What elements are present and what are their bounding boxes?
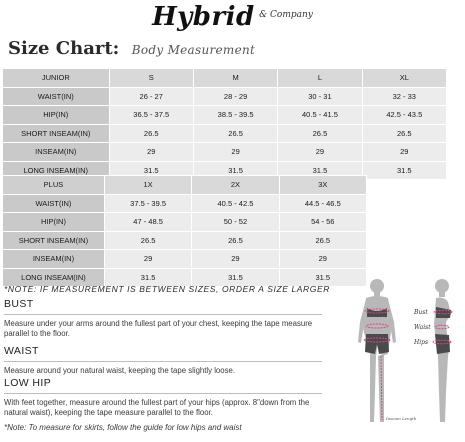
hips-label: Hips bbox=[414, 339, 429, 346]
skirt-note: *Note: To measure for skirts, follow the guide for low hips and waist bbox=[4, 423, 242, 432]
table-cell: 26.5 bbox=[104, 231, 191, 250]
hip-title: LOW HIP bbox=[4, 377, 52, 389]
table-header-cell: JUNIOR bbox=[3, 69, 110, 88]
row-label: LONG INSEAM(IN) bbox=[3, 268, 105, 287]
table-cell: 26.5 bbox=[193, 124, 277, 143]
junior-size-table bbox=[2, 68, 447, 180]
table-cell: 37.5 - 39.5 bbox=[104, 194, 191, 213]
page-subtitle: Body Measurement bbox=[131, 43, 256, 57]
table-cell: 40.5 - 41.5 bbox=[278, 106, 362, 125]
table-header-cell: 2X bbox=[192, 176, 279, 195]
table-cell: 26.5 bbox=[279, 231, 366, 250]
table-row bbox=[3, 106, 447, 125]
body-measurement-figure bbox=[330, 272, 465, 437]
table-header-cell: M bbox=[193, 69, 277, 88]
table-cell: 42.5 - 43.5 bbox=[362, 106, 446, 125]
row-label: SHORT INSEAM(IN) bbox=[3, 231, 105, 250]
row-label: INSEAM(IN) bbox=[3, 250, 105, 269]
table-row bbox=[3, 143, 447, 162]
table-cell: 31.5 bbox=[279, 268, 366, 287]
size-note: *NOTE: IF MEASUREMENT IS BETWEEN SIZES, ORDER A SIZE LARGER bbox=[4, 284, 331, 294]
table-row bbox=[3, 213, 367, 232]
table-cell: 31.5 bbox=[278, 161, 362, 180]
table-cell: 26.5 bbox=[362, 124, 446, 143]
waist-title: WAIST bbox=[4, 345, 39, 357]
table-row bbox=[3, 250, 367, 269]
bust-label: Bust bbox=[414, 309, 428, 316]
hip-instructions: With feet together, measure around the fullest part of your hips (approx. 8"down from the natural waist), keeping the tape measure parallel to the floor. bbox=[4, 398, 310, 417]
row-label: LONG INSEAM(IN) bbox=[3, 161, 110, 180]
table-row bbox=[3, 231, 367, 250]
bust-guide bbox=[4, 298, 324, 339]
row-label: INSEAM(IN) bbox=[3, 143, 110, 162]
row-label: WAIST(IN) bbox=[3, 194, 105, 213]
brand-suffix: & Company bbox=[259, 10, 313, 20]
table-cell: 29 bbox=[362, 143, 446, 162]
table-cell: 44.5 - 46.5 bbox=[279, 194, 366, 213]
table-cell: 29 bbox=[104, 250, 191, 269]
bust-instructions: Measure under your arms around the fullest part of your chest, keeping the tape measure parallel to the floor. bbox=[4, 319, 313, 338]
table-cell: 26.5 bbox=[109, 124, 193, 143]
table-cell: 36.5 - 37.5 bbox=[109, 106, 193, 125]
divider bbox=[4, 314, 322, 315]
table-cell: 28 - 29 bbox=[193, 87, 277, 106]
table-header-cell: 1X bbox=[104, 176, 191, 195]
page-heading bbox=[8, 38, 255, 62]
table-cell: 26.5 bbox=[278, 124, 362, 143]
table-cell: 29 bbox=[193, 143, 277, 162]
table-cell: 31.5 bbox=[362, 161, 446, 180]
table-row bbox=[3, 124, 447, 143]
table-header-row bbox=[3, 69, 447, 88]
bust-title: BUST bbox=[4, 298, 34, 310]
table-cell: 30 - 31 bbox=[278, 87, 362, 106]
table-cell: 31.5 bbox=[193, 161, 277, 180]
table-cell: 40.5 - 42.5 bbox=[192, 194, 279, 213]
waist-instructions: Measure around your natural waist, keeping the tape slightly loose. bbox=[4, 366, 236, 375]
table-header-cell: L bbox=[278, 69, 362, 88]
table-cell: 50 - 52 bbox=[192, 213, 279, 232]
front-body-silhouette bbox=[358, 279, 396, 422]
table-cell: 29 bbox=[192, 250, 279, 269]
brand-logo bbox=[0, 2, 465, 36]
table-cell: 29 bbox=[279, 250, 366, 269]
table-header-cell: PLUS bbox=[3, 176, 105, 195]
table-cell: 26 - 27 bbox=[109, 87, 193, 106]
table-cell: 32 - 33 bbox=[362, 87, 446, 106]
brand-name: Hybrid bbox=[152, 2, 255, 32]
waist-guide bbox=[4, 345, 324, 376]
table-cell: 29 bbox=[109, 143, 193, 162]
divider bbox=[4, 393, 322, 394]
table-cell: 31.5 bbox=[104, 268, 191, 287]
plus-size-table bbox=[2, 175, 367, 287]
row-label: SHORT INSEAM(IN) bbox=[3, 124, 110, 143]
table-cell: 54 - 56 bbox=[279, 213, 366, 232]
table-cell: 31.5 bbox=[192, 268, 279, 287]
table-cell: 29 bbox=[278, 143, 362, 162]
table-header-cell: 3X bbox=[279, 176, 366, 195]
inseam-label: Inseam Length bbox=[386, 416, 417, 421]
divider bbox=[4, 361, 322, 362]
table-cell: 47 - 48.5 bbox=[104, 213, 191, 232]
row-label: HIP(IN) bbox=[3, 213, 105, 232]
table-cell: 26.5 bbox=[192, 231, 279, 250]
table-cell: 38.5 - 39.5 bbox=[193, 106, 277, 125]
table-header-cell: XL bbox=[362, 69, 446, 88]
table-header-cell: S bbox=[109, 69, 193, 88]
row-label: HIP(IN) bbox=[3, 106, 110, 125]
page-title: Size Chart: bbox=[8, 38, 120, 59]
table-header-row bbox=[3, 176, 367, 195]
table-row bbox=[3, 194, 367, 213]
table-row bbox=[3, 87, 447, 106]
hip-guide bbox=[4, 377, 324, 418]
table-cell: 31.5 bbox=[109, 161, 193, 180]
waist-label: Waist bbox=[414, 324, 431, 331]
row-label: WAIST(IN) bbox=[3, 87, 110, 106]
